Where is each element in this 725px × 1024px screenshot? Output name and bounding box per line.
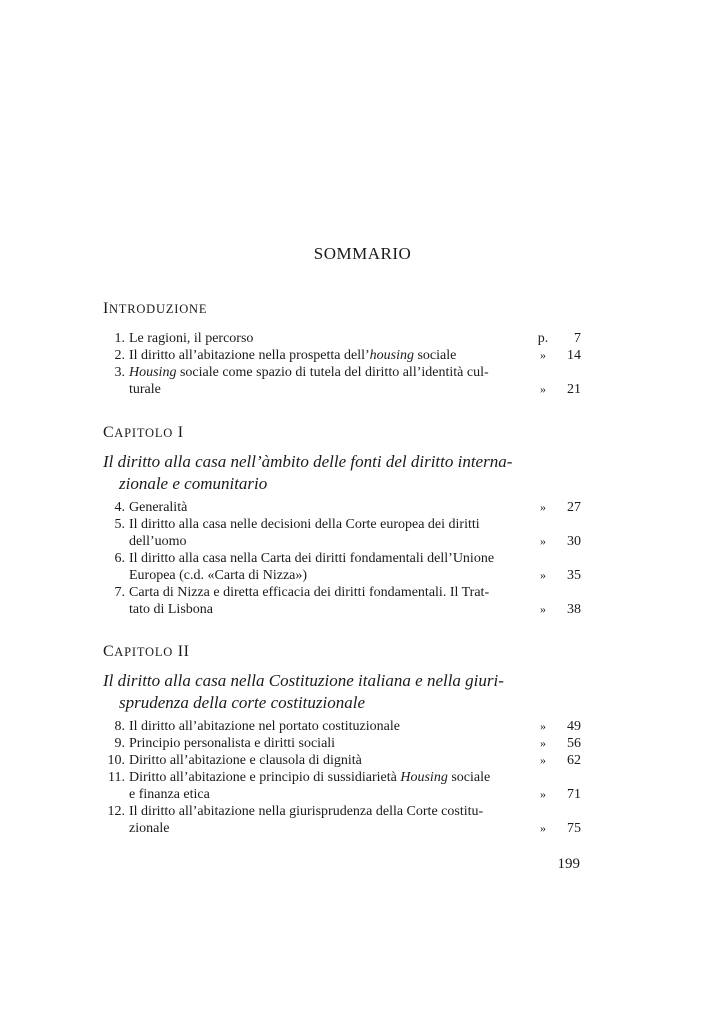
entry-number: 6.: [114, 551, 125, 566]
entry-page: 21: [567, 382, 581, 397]
entry-page: 7: [574, 331, 581, 346]
entry-title-cont: turale: [129, 382, 161, 397]
entry-page: 27: [567, 500, 581, 515]
chapter-roman: I: [177, 424, 184, 441]
heading-initial: C: [103, 643, 115, 660]
entry-number: 8.: [114, 719, 125, 734]
toc-entry[interactable]: [103, 803, 583, 837]
entry-title-cont: dell’uomo: [129, 534, 187, 549]
chapter-subtitle: [103, 670, 523, 714]
section-heading-capitolo-1: [103, 424, 184, 442]
entry-page: 75: [567, 821, 581, 836]
entry-title-cont: e finanza etica: [129, 787, 210, 802]
toc-entry[interactable]: [103, 584, 583, 618]
ditto-mark: »: [540, 382, 546, 396]
heading-initial: I: [103, 300, 109, 317]
entry-number: 1.: [114, 331, 125, 346]
ditto-mark: »: [540, 568, 546, 582]
heading-rest: APITOLO: [114, 426, 174, 440]
subtitle-line: Il diritto alla casa nell’àmbito delle fonti del diritto interna-: [103, 452, 513, 471]
ditto-mark: »: [540, 348, 546, 362]
entry-number: 11.: [108, 770, 125, 785]
heading-initial: C: [103, 424, 115, 441]
entry-page: 62: [567, 753, 581, 768]
toc-entry[interactable]: [103, 516, 583, 550]
entry-page: 35: [567, 568, 581, 583]
entry-number: 5.: [114, 517, 125, 532]
entry-number: 3.: [114, 365, 125, 380]
entry-page: 14: [567, 348, 581, 363]
ditto-mark: »: [540, 719, 546, 733]
entry-number: 2.: [114, 348, 125, 363]
entry-page: 71: [567, 787, 581, 802]
entry-number: 9.: [114, 736, 125, 751]
entry-number: 7.: [114, 585, 125, 600]
heading-rest: NTRODUZIONE: [108, 302, 208, 316]
page-title: SOMMARIO: [313, 244, 412, 263]
entry-title: Il diritto all’abitazione nella prospetta dell’housing sociale: [129, 348, 457, 363]
entry-page: 49: [567, 719, 581, 734]
toc-entry[interactable]: [103, 364, 583, 398]
entry-title: Housing sociale come spazio di tutela del diritto all’identità cul-: [129, 365, 489, 380]
toc-entry[interactable]: [103, 769, 583, 803]
ditto-mark: »: [540, 534, 546, 548]
entry-title: Le ragioni, il percorso: [129, 331, 254, 346]
heading-rest: APITOLO: [114, 645, 174, 659]
ditto-mark: »: [540, 821, 546, 835]
chapter-subtitle: [103, 451, 523, 495]
entry-page: 38: [567, 602, 581, 617]
entry-title: Carta di Nizza e diretta efficacia dei diritti fondamentali. Il Trat-: [129, 585, 490, 600]
ditto-mark: »: [540, 500, 546, 514]
subtitle-line: zionale e comunitario: [119, 474, 268, 493]
ditto-mark: »: [540, 753, 546, 767]
subtitle-line: Il diritto alla casa nella Costituzione italiana e nella giuri-: [103, 671, 504, 690]
entry-page: 30: [567, 534, 581, 549]
entry-title-cont: tato di Lisbona: [129, 602, 213, 617]
entry-number: 10.: [107, 753, 125, 768]
page-number: 199: [557, 856, 580, 872]
page-abbrev: p.: [537, 331, 549, 346]
entry-title: Il diritto alla casa nella Carta dei diritti fondamentali dell’Unione: [129, 551, 495, 566]
subtitle-line: sprudenza della corte costituzionale: [119, 693, 366, 712]
ditto-mark: »: [540, 787, 546, 801]
entry-number: 12.: [107, 804, 125, 819]
ditto-mark: »: [540, 602, 546, 616]
entry-title-cont: Europea (c.d. «Carta di Nizza»): [129, 568, 308, 583]
entry-title: Generalità: [129, 500, 188, 515]
chapter-roman: II: [177, 643, 190, 660]
entry-page: 56: [567, 736, 581, 751]
toc-entry[interactable]: [103, 550, 583, 584]
section-heading-introduzione: [103, 300, 207, 318]
entry-number: 4.: [114, 500, 125, 515]
entry-title: Il diritto alla casa nelle decisioni della Corte europea dei diritti: [129, 517, 480, 532]
entry-title: Il diritto all’abitazione nella giurisprudenza della Corte costitu-: [129, 804, 484, 819]
entry-title: Diritto all’abitazione e clausola di dignità: [129, 753, 362, 768]
section-heading-capitolo-2: [103, 643, 190, 661]
entry-title: Diritto all’abitazione e principio di sussidiarietà Housing sociale: [129, 770, 491, 785]
ditto-mark: »: [540, 736, 546, 750]
entry-title: Il diritto all’abitazione nel portato costituzionale: [129, 719, 400, 734]
entry-title: Principio personalista e diritti sociali: [129, 736, 336, 751]
entry-title-cont: zionale: [129, 821, 170, 836]
